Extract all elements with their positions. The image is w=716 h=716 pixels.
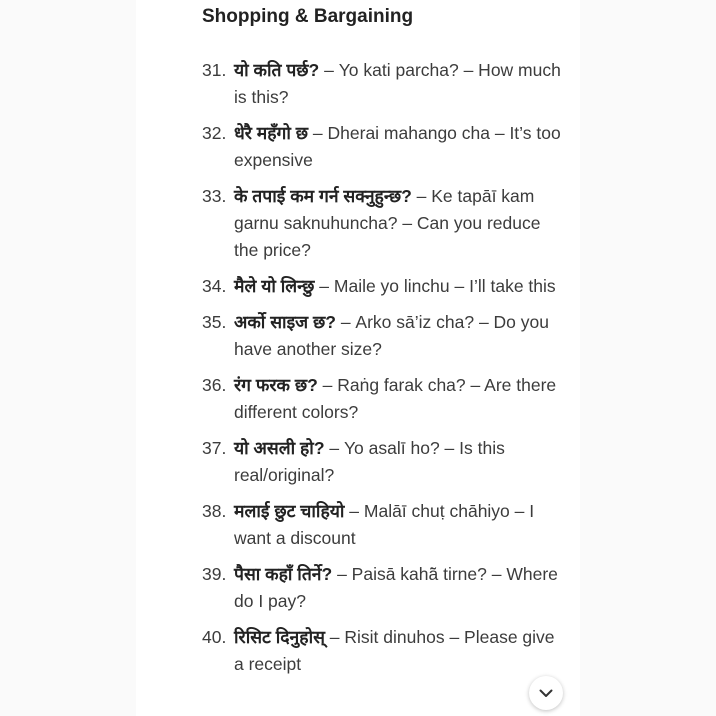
item-number: 33. xyxy=(202,186,227,206)
item-number: 35. xyxy=(202,312,227,332)
translation: – Raṅg farak cha? – Are there different colors? xyxy=(234,375,557,422)
item-number: 32. xyxy=(202,123,227,143)
item-number: 34. xyxy=(202,276,227,296)
nepali-phrase: मलाई छुट चाहियो xyxy=(234,501,345,521)
phrase-list xyxy=(202,57,562,687)
nepali-phrase: पैसा कहाँ तिर्ने? xyxy=(234,564,333,584)
list-item xyxy=(202,309,562,363)
scroll-down-button[interactable] xyxy=(529,676,563,710)
list-item xyxy=(202,273,562,300)
translation: – Arko sā’iz cha? – Do you have another size? xyxy=(234,312,549,359)
nepali-phrase: रिसिट दिनुहोस् xyxy=(234,627,325,647)
item-number: 39. xyxy=(202,564,227,584)
translation: – Ke tapāī kam garnu saknuhuncha? – Can you reduce the price? xyxy=(234,186,541,260)
item-number: 40. xyxy=(202,627,227,647)
nepali-phrase: रंग फरक छ? xyxy=(234,375,318,395)
nepali-phrase: यो कति पर्छ? xyxy=(234,60,320,80)
nepali-phrase: धेरै महँगो छ xyxy=(234,123,309,143)
nepali-phrase: अर्को साइज छ? xyxy=(234,312,336,332)
list-item xyxy=(202,183,562,264)
translation: – Yo asalī ho? – Is this real/original? xyxy=(234,438,505,485)
list-item xyxy=(202,435,562,489)
item-number: 31. xyxy=(202,60,227,80)
nepali-phrase: के तपाई कम गर्न सक्नुहुन्छ? xyxy=(234,186,412,206)
translation: – Risit dinuhos – Please give a receipt xyxy=(234,627,555,674)
list-item xyxy=(202,120,562,174)
translation: – Yo kati parcha? – How much is this? xyxy=(234,60,561,107)
nepali-phrase: यो असली हो? xyxy=(234,438,325,458)
section-title: Shopping & Bargaining xyxy=(202,6,414,27)
translation: – Maile yo linchu – I’ll take this xyxy=(314,276,556,296)
item-number: 36. xyxy=(202,375,227,395)
translation: – Dherai mahango cha – It’s too expensive xyxy=(234,123,561,170)
article-page xyxy=(136,0,580,716)
item-number: 38. xyxy=(202,501,227,521)
list-item xyxy=(202,624,562,678)
translation: – Malāī chuṭ chāhiyo – I want a discount xyxy=(234,501,535,548)
nepali-phrase: मैले यो लिन्छु xyxy=(234,276,315,296)
list-item xyxy=(202,498,562,552)
item-number: 37. xyxy=(202,438,227,458)
list-item xyxy=(202,372,562,426)
translation: – Paisā kahā̃ tirne? – Where do I pay? xyxy=(234,564,558,611)
list-item xyxy=(202,561,562,615)
chevron-down-icon xyxy=(539,689,553,698)
list-item xyxy=(202,57,562,111)
